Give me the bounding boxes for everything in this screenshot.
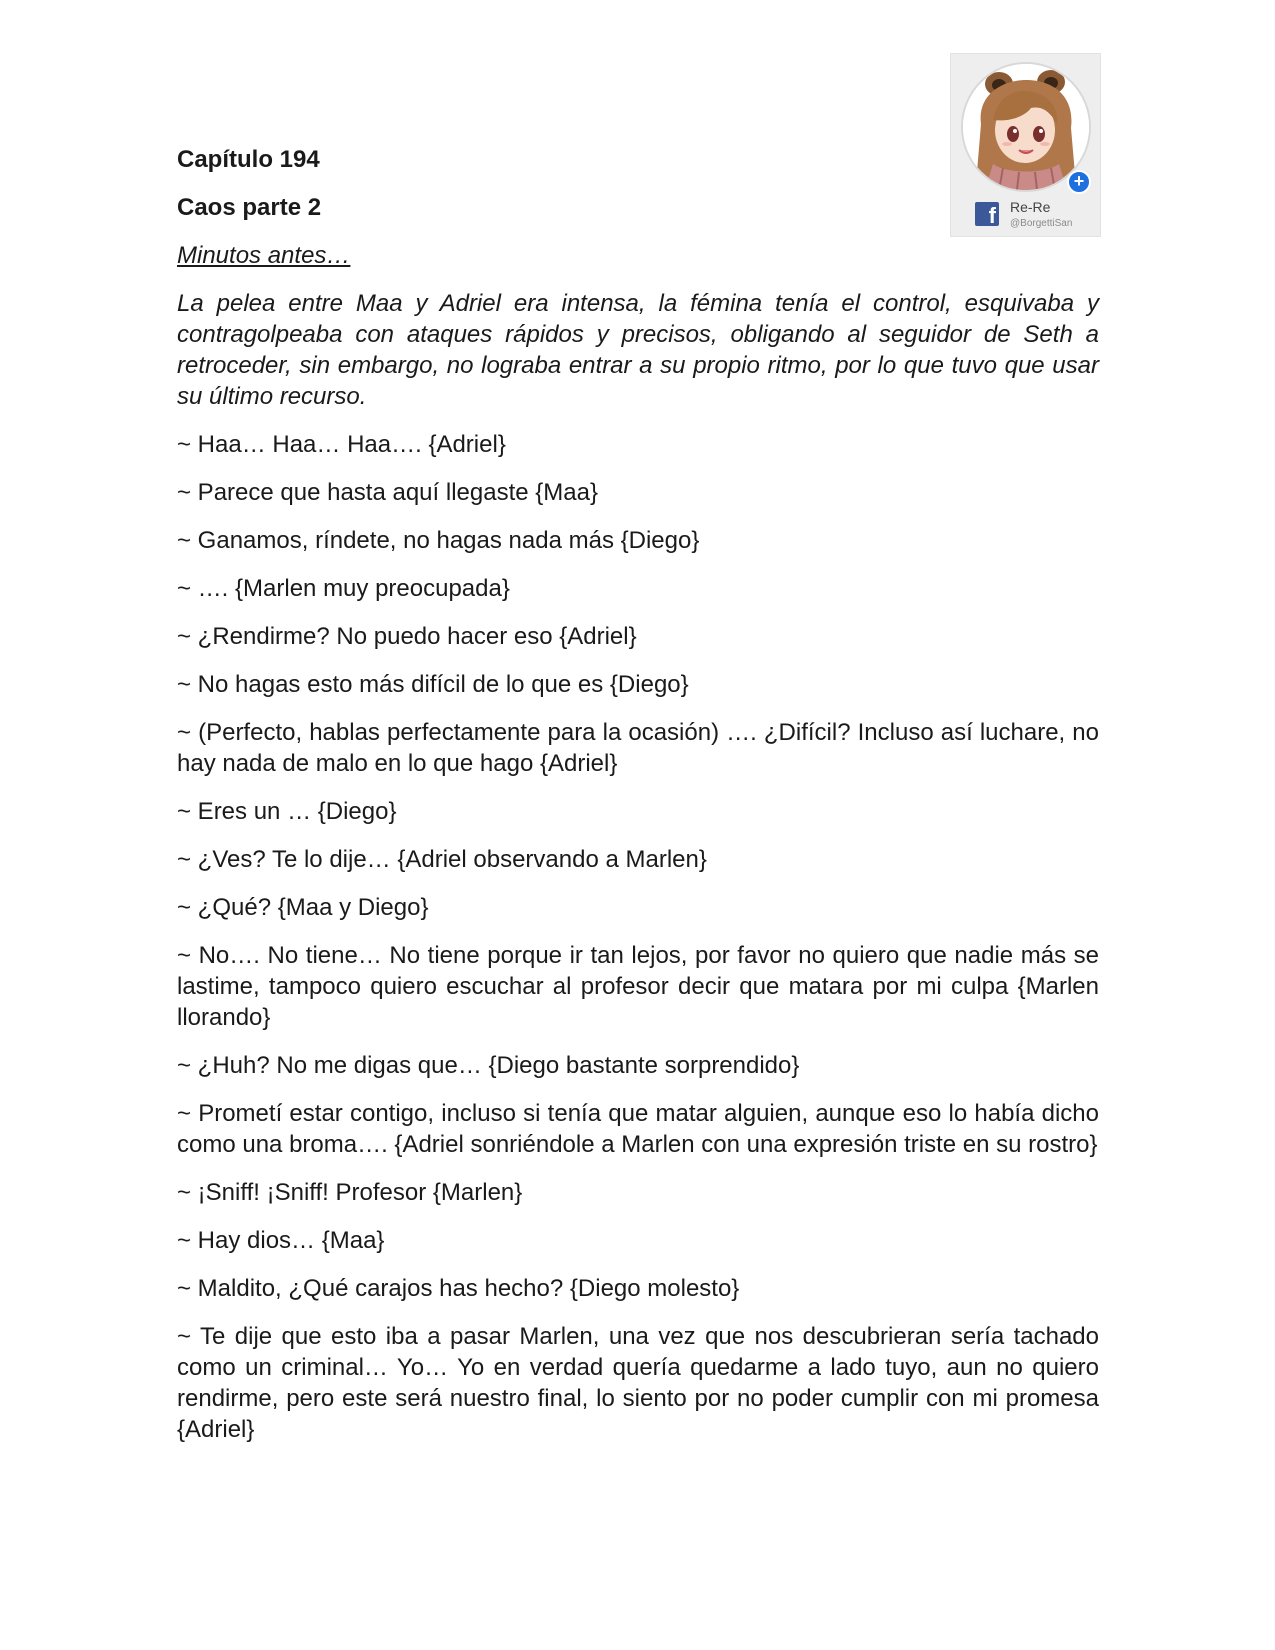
- add-plus-icon[interactable]: +: [1067, 170, 1091, 194]
- profile-name[interactable]: Re-Re: [1010, 199, 1051, 215]
- dialogue-line: ~ ¿Rendirme? No puedo hacer eso {Adriel}: [177, 623, 637, 650]
- dialogue-line: ~ Parece que hasta aquí llegaste {Maa}: [177, 479, 598, 506]
- dialogue-line: ~ Haa… Haa… Haa…. {Adriel}: [177, 431, 506, 458]
- dialogue-line: ~ ¿Qué? {Maa y Diego}: [177, 894, 429, 921]
- time-marker: Minutos antes…: [177, 242, 351, 269]
- dialogue-line: ~ No…. No tiene… No tiene porque ir tan lejos, por favor no quiero que nadie más se lastime, tampoco quiero escuchar al profesor decir que matara por mi culpa {Marlen llorando}: [177, 942, 1099, 1031]
- dialogue-line: ~ …. {Marlen muy preocupada}: [177, 575, 510, 602]
- profile-handle: @BorgettiSan: [1010, 218, 1073, 229]
- facebook-icon[interactable]: f: [975, 202, 999, 226]
- dialogue-line: ~ Eres un … {Diego}: [177, 798, 397, 825]
- dialogue-line: ~ ¡Sniff! ¡Sniff! Profesor {Marlen}: [177, 1179, 523, 1206]
- narration-paragraph: La pelea entre Maa y Adriel era intensa, la fémina tenía el control, esquivaba y contragolpeaba con ataques rápidos y precisos, obligando al seguidor de Seth a retroceder, sin embargo, no lograba entrar a su propio ritmo, por lo que tuvo que usar su último recurso.: [177, 290, 1099, 410]
- dialogue-line: ~ No hagas esto más difícil de lo que es {Diego}: [177, 671, 689, 698]
- dialogue-line: ~ Te dije que esto iba a pasar Marlen, una vez que nos descubrieran sería tachado como un criminal… Yo… Yo en verdad quería quedarme a lado tuyo, aun no quiero rendirme, pero este será nuestro final, lo siento por no poder cumplir con mi promesa {Adriel}: [177, 1323, 1099, 1443]
- chapter-title: Capítulo 194: [177, 146, 320, 173]
- dialogue-line: ~ Hay dios… {Maa}: [177, 1227, 385, 1254]
- dialogue-line: ~ Maldito, ¿Qué carajos has hecho? {Diego molesto}: [177, 1275, 740, 1302]
- dialogue-line: ~ (Perfecto, hablas perfectamente para la ocasión) …. ¿Difícil? Incluso así luchare, no hay nada de malo en lo que hago {Adriel}: [177, 719, 1099, 777]
- chapter-subtitle: Caos parte 2: [177, 194, 322, 221]
- dialogue-line: ~ ¿Ves? Te lo dije… {Adriel observando a Marlen}: [177, 846, 707, 873]
- dialogue-line: ~ ¿Huh? No me digas que… {Diego bastante sorprendido}: [177, 1052, 800, 1079]
- dialogue-line: ~ Prometí estar contigo, incluso si tenía que matar alguien, aunque eso lo había dicho como una broma…. {Adriel sonriéndole a Marlen con una expresión triste en su rostro}: [177, 1100, 1099, 1158]
- dialogue-line: ~ Ganamos, ríndete, no hagas nada más {Diego}: [177, 527, 700, 554]
- document-body: [177, 144, 1099, 1462]
